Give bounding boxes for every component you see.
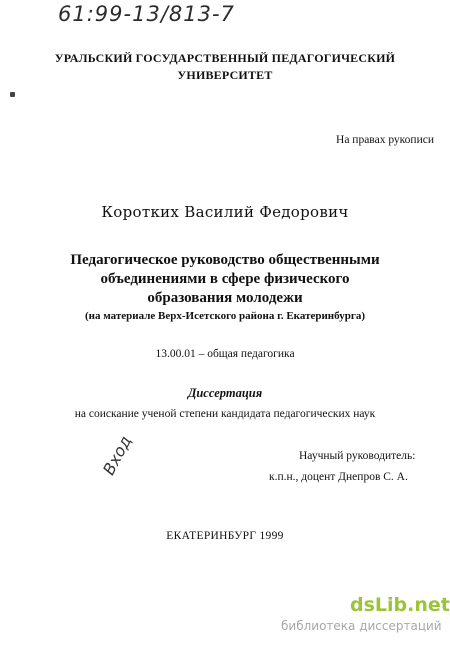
specialty-code: 13.00.01 – общая педагогика [155,348,295,360]
handwritten-note-text: Вход [99,432,136,479]
city-year: ЕКАТЕРИНБУРГ 1999 [166,530,284,542]
dissertation-title [0,251,450,308]
title-line-2: объединениями в сфере физического [100,271,350,287]
handwritten-note [96,428,148,480]
rights-note: На правах рукописи [336,134,434,146]
scan-mark [10,92,15,97]
title-line-1: Педагогическое руководство общественными [70,252,380,268]
degree-purpose: на соискание ученой степени кандидата педагогических наук [74,408,376,420]
supervisor-label: Научный руководитель: [299,450,416,462]
work-type: Диссертация [187,386,263,400]
university-line-2: УНИВЕРСИТЕТ [177,68,273,82]
university-line-1: УРАЛЬСКИЙ ГОСУДАРСТВЕННЫЙ ПЕДАГОГИЧЕСКИЙ [54,51,396,65]
watermark-logo: dsLib.net [350,594,450,616]
university-name [0,50,450,84]
dissertation-subtitle: (на материале Верх-Исетского района г. Екатеринбурга) [84,310,366,322]
watermark-caption: библиотека диссертаций [281,619,442,633]
author-name: Коротких Василий Федорович [101,203,349,221]
handwritten-catalog-number: 61:99-13/813-7 [58,2,235,26]
supervisor-name: к.п.н., доцент Днепров С. А. [269,471,408,483]
title-line-3: образования молодежи [147,290,303,306]
